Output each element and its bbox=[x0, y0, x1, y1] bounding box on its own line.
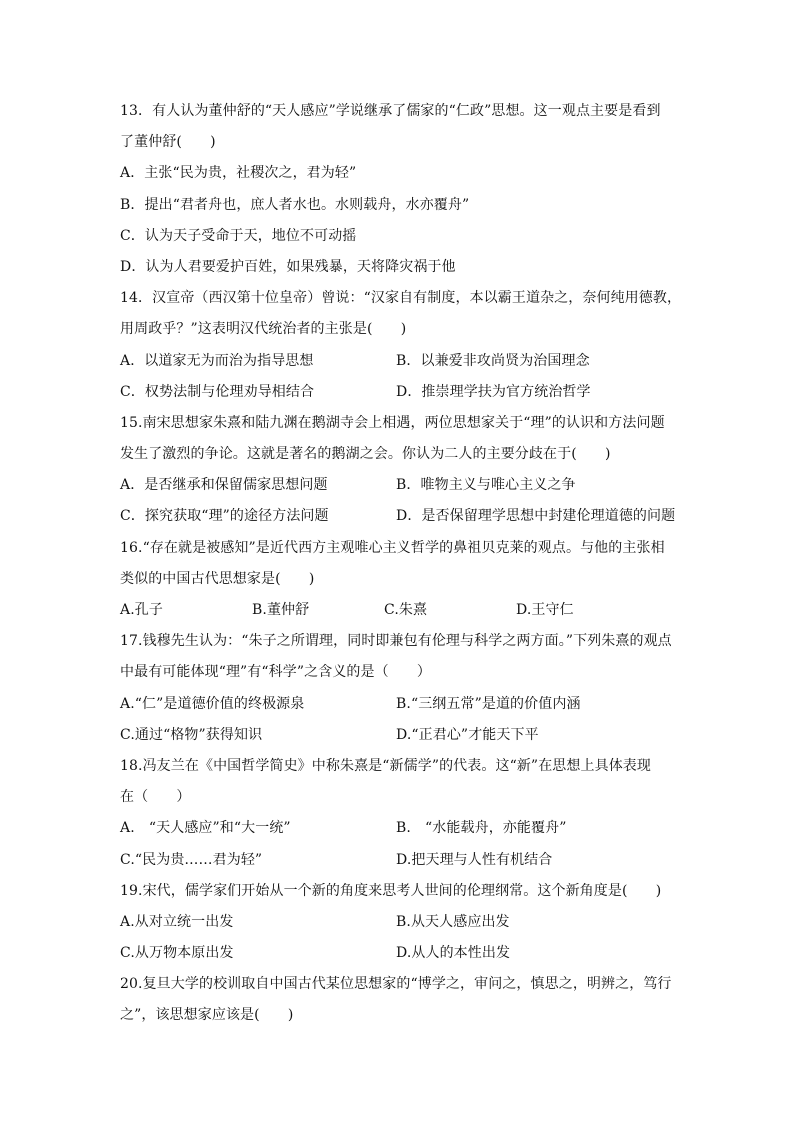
option-b: B．唯物主义与唯心主义之争 bbox=[396, 477, 576, 494]
option-b: B．以兼爱非攻尚贤为治国理念 bbox=[396, 352, 590, 369]
option-d: D．推崇理学扶为官方统治哲学 bbox=[396, 383, 591, 400]
options-row bbox=[120, 845, 680, 876]
question-stem: 18.冯友兰在《中国哲学简史》中称朱熹是“新儒学”的代表。这“新”在思想上具体表现 bbox=[120, 757, 651, 774]
question-stem: 了董仲舒( ) bbox=[120, 134, 216, 151]
options-row bbox=[120, 595, 680, 626]
question-stem: 中最有可能体现“理”有“科学”之含义的是（ ） bbox=[120, 664, 432, 681]
option-c: C．权势法制与伦理劝导相结合 bbox=[120, 383, 315, 400]
option-c: C.“民为贵……君为轻” bbox=[120, 851, 263, 868]
option-c: C．探究获取“理”的途径方法问题 bbox=[120, 508, 329, 525]
options-row bbox=[120, 470, 680, 501]
option-d: D.从人的本性出发 bbox=[396, 945, 511, 962]
option-a: A．主张“民为贵，社稷次之，君为轻” bbox=[120, 165, 357, 182]
question-stem: 13．有人认为董仲舒的“天人感应”学说继承了儒家的“仁政”思想。这一观点主要是看到 bbox=[120, 103, 661, 119]
question-18 bbox=[120, 751, 680, 876]
options-row bbox=[120, 813, 680, 844]
option-b: B．提出“君者舟也，庶人者水也。水则载舟，水亦覆舟” bbox=[120, 196, 470, 213]
option-a: A．以道家无为而治为指导思想 bbox=[120, 352, 314, 369]
options-row bbox=[120, 689, 680, 720]
option-a: A．是否继承和保留儒家思想问题 bbox=[120, 477, 328, 494]
question-stem: 14．汉宣帝（西汉第十位皇帝）曾说：“汉家自有制度，本以霸王道杂之，奈何纯用德教， bbox=[120, 290, 682, 307]
question-17 bbox=[120, 626, 680, 751]
options-row bbox=[120, 907, 680, 938]
question-20 bbox=[120, 969, 680, 1031]
question-19 bbox=[120, 876, 680, 970]
option-a: A. “天人感应”和“大一统” bbox=[120, 820, 291, 837]
option-c: C.通过“格物”获得知识 bbox=[120, 726, 263, 743]
question-stem: 类似的中国古代思想家是( ) bbox=[120, 570, 315, 587]
options-row bbox=[120, 938, 680, 969]
option-a: A.“仁”是道德价值的终极源泉 bbox=[120, 695, 305, 712]
question-stem: 发生了激烈的争论。这就是著名的鹅湖之会。你认为二人的主要分歧在于( ) bbox=[120, 446, 611, 463]
option-b: B.“三纲五常”是道的价值内涵 bbox=[396, 695, 581, 712]
option-d: D.王守仁 bbox=[516, 602, 574, 618]
option-c: C.朱熹 bbox=[384, 602, 428, 618]
option-b: B.董仲舒 bbox=[252, 602, 310, 618]
option-a: A.孔子 bbox=[120, 602, 163, 618]
option-d: D．认为人君要爱护百姓，如果残暴，天将降灾祸于他 bbox=[120, 258, 456, 275]
option-d: D.“正君心”才能天下平 bbox=[396, 726, 539, 743]
question-16 bbox=[120, 533, 680, 627]
question-stem: 之”，该思想家应该是( ) bbox=[120, 1007, 294, 1024]
question-stem: 17.钱穆先生认为：“朱子之所谓理，同时即兼包有伦理与科学之两方面。”下列朱熹的观点 bbox=[120, 633, 672, 650]
question-13 bbox=[120, 96, 680, 283]
document-page bbox=[120, 96, 680, 1032]
options-row bbox=[120, 501, 680, 532]
options-row bbox=[120, 377, 680, 408]
option-d: D.把天理与人性有机结合 bbox=[396, 851, 553, 868]
option-c: C．认为天子受命于天，地位不可动摇 bbox=[120, 227, 357, 244]
question-15 bbox=[120, 408, 680, 533]
question-stem: 15.南宋思想家朱熹和陆九渊在鹅湖寺会上相遇，两位思想家关于“理”的认识和方法问题 bbox=[120, 414, 665, 431]
question-stem: 20.复旦大学的校训取自中国古代某位思想家的“博学之，审问之，慎思之，明辨之，笃行 bbox=[120, 976, 672, 993]
option-c: C.从万物本原出发 bbox=[120, 945, 234, 962]
options-row bbox=[120, 720, 680, 751]
options-row bbox=[120, 346, 680, 377]
question-stem: 用周政乎？”这表明汉代统治者的主张是( ) bbox=[120, 321, 407, 338]
question-stem: 在（ ） bbox=[120, 789, 191, 806]
question-stem: 19.宋代，儒学家们开始从一个新的角度来思考人世间的伦理纲常。这个新角度是( ) bbox=[120, 882, 662, 899]
option-a: A.从对立统一出发 bbox=[120, 913, 234, 930]
option-b: B.从天人感应出发 bbox=[396, 913, 510, 930]
question-14 bbox=[120, 283, 680, 408]
option-b: B. “水能载舟，亦能覆舟” bbox=[396, 820, 567, 837]
question-stem: 16.“存在就是被感知”是近代西方主观唯心主义哲学的鼻祖贝克莱的观点。与他的主张相 bbox=[120, 539, 665, 556]
option-d: D．是否保留理学思想中封建伦理道德的问题 bbox=[396, 508, 676, 525]
